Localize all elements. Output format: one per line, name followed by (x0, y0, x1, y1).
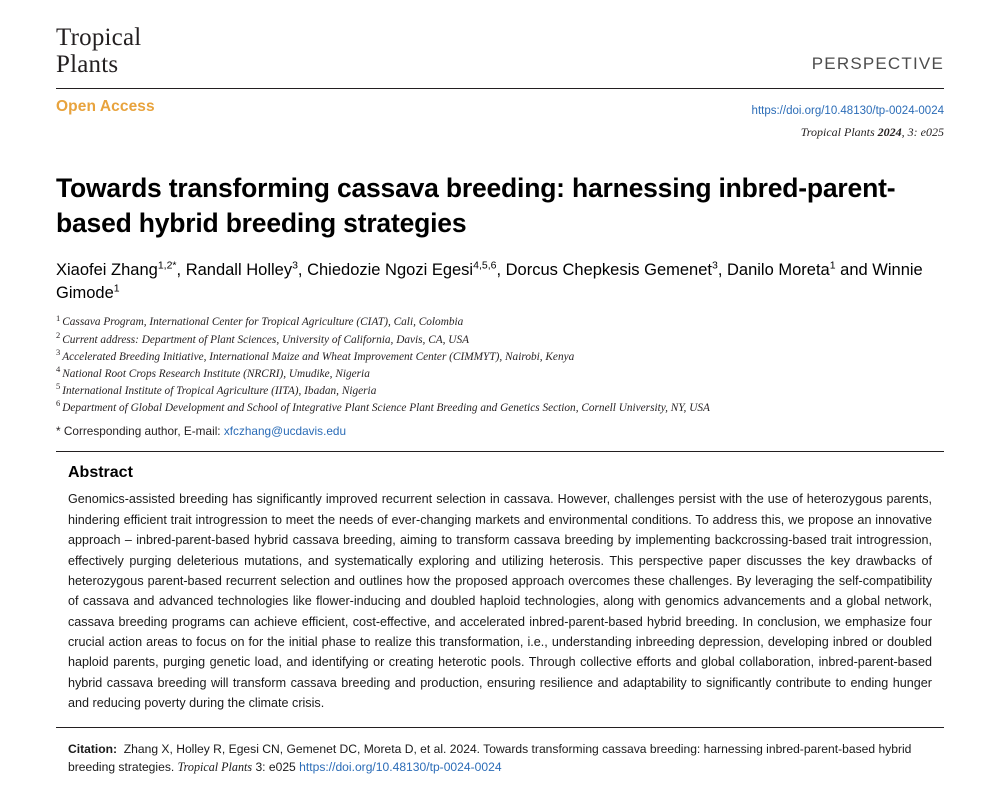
affiliation-marker: 4 (56, 364, 61, 375)
abstract-section (56, 464, 944, 713)
affiliation-text: National Root Crops Research Institute (NRCRI), Umudike, Nigeria (62, 367, 370, 380)
author-name: Randall Holley (185, 261, 293, 280)
citation-block (56, 740, 944, 777)
affiliation-marker: 1 (56, 312, 61, 323)
author-item: Chiedozie Ngozi Egesi$^{4,5,6}$, (307, 259, 506, 280)
author-name: Winnie Gimode (56, 261, 923, 303)
open-access-badge: Open Access (56, 98, 155, 115)
affiliation-item (56, 400, 944, 417)
header-divider (56, 88, 944, 89)
affiliation-item (56, 329, 944, 349)
affiliation-item (56, 366, 944, 383)
journal-ref-year: 2024 (877, 125, 902, 139)
affiliation-text: Cassava Program, International Center for Tropical Agriculture (CIAT), Cali, Colombia (62, 316, 464, 329)
affiliation-marker: 2 (56, 329, 61, 340)
affiliation-list (56, 314, 944, 438)
corresponding-email-link[interactable]: xfczhang@ucdavis.edu (223, 424, 347, 439)
affiliation-marker: 6 (56, 398, 61, 409)
journal-ref-suffix: , 3: e025 (901, 125, 944, 139)
author-item: Dorcus Chepkesis Gemenet$^3$, (505, 259, 727, 280)
masthead (56, 24, 944, 88)
author-item: Xiaofei Zhang$^{1,2*}$, (56, 259, 186, 280)
author-affil-marker: 4,5,6 (473, 259, 497, 272)
affiliation-item (56, 383, 944, 400)
author-list (56, 259, 944, 305)
affiliation-item (56, 314, 944, 331)
citation-top-divider (56, 727, 944, 728)
journal-logo (56, 24, 141, 78)
author-name: Danilo Moreta (727, 261, 830, 280)
affiliation-marker: 5 (56, 381, 61, 392)
journal-logo-line1: Tropical (56, 24, 142, 51)
citation-locator: 3: e025 (252, 760, 300, 775)
affiliation-marker: 3 (56, 346, 61, 357)
doi-link[interactable]: https://doi.org/10.48130/tp-0024-0024 (751, 105, 944, 117)
journal-ref-prefix: Tropical Plants (800, 125, 878, 139)
author-name: Xiaofei Zhang (56, 261, 158, 280)
abstract-heading: Abstract (68, 464, 133, 482)
author-affil-marker: 1,2* (157, 259, 177, 272)
affiliation-item (56, 346, 944, 366)
doi-block (752, 98, 944, 141)
affiliation-text: International Institute of Tropical Agriculture (IITA), Ibadan, Nigeria (62, 385, 377, 398)
journal-logo-line2: Plants (56, 51, 119, 78)
author-item: Randall Holley$^3$, (185, 259, 308, 280)
citation-journal: Tropical Plants (177, 760, 253, 775)
abstract-text: Genomics-assisted breeding has significantly improved recurrent selection in cassava. However, challenges persist with the use of heterozygous parents, hindering efficient trait introgression to meet the needs of ever-changing markets and environmental conditions. To address this, we propose an innovative approach – inbred-parent-based hybrid cassava breeding, aiming to transform cassava breeding by implementing backcrossing-based trait introgression, effectively purging deleterious mutations, and systematically exploring and utilizing heterosis. This perspective paper discusses the key drawbacks of heterozygous parent-based recurrent selection and outlines how the proposed approach overcomes these challenges. By leveraging the self-compatibility of cassava and advanced technologies like flower-inducing and doubled haploid technologies, along with genomics advancements and a global network, cassava breeding programs can achieve efficient, cost-effective, and accelerated inbred-parent-based hybrid breeding. In conclusion, we emphasize four crucial action areas to focus on for the initial phase to realize this transformation, i.e., understanding inbreeding depression, developing inbred or doubled haploid parents, purging genetic load, and identifying or creating heterotic pools. Through collective efforts and global collaboration, inbred-parent-based hybrid cassava breeding will transform cassava breeding and production, ensuring resilience and adaptability to significantly contribute to ending hunger and reducing poverty during the climate crisis. (68, 492, 932, 711)
author-affil-marker: 1 (113, 282, 120, 295)
affiliation-text: Accelerated Breeding Initiative, International Maize and Wheat Improvement Center (CIMMYT), Nairobi, Kenya (62, 350, 575, 363)
author-affil-marker: 1 (829, 259, 836, 272)
corresponding-author (56, 424, 944, 438)
author-item (727, 261, 840, 279)
section-label: PERSPECTIVE (811, 54, 944, 73)
authors-conjunction: and (840, 261, 868, 280)
author-affil-marker: 3 (711, 259, 718, 272)
access-row (56, 98, 944, 141)
journal-reference (752, 123, 944, 141)
author-affil-marker: 3 (292, 259, 298, 272)
page-title: Towards transforming cassava breeding: harnessing inbred-parent-based hybrid breeding strategies (56, 173, 896, 239)
affiliation-text: Department of Global Development and School of Integrative Plant Science Plant Breeding and Genetics Section, Cornell University, NY, USA (62, 402, 710, 415)
citation-authors: Zhang X, Holley R, Egesi CN, Gemenet DC, Moreta D, et al. 2024. Towards transforming cassava breeding: harnessing inbred-parent-based hybrid breeding strategies. (68, 741, 912, 775)
abstract-top-divider (56, 451, 944, 452)
author-name: Dorcus Chepkesis Gemenet (505, 261, 712, 280)
author-name: Chiedozie Ngozi Egesi (307, 261, 474, 280)
citation-doi-link[interactable]: https://doi.org/10.48130/tp-0024-0024 (299, 760, 502, 775)
citation-label: Citation: (68, 741, 118, 756)
corresponding-label: * Corresponding author, E-mail: (56, 424, 224, 439)
affiliation-text: Current address: Department of Plant Sciences, University of California, Davis, CA, USA (62, 333, 469, 346)
